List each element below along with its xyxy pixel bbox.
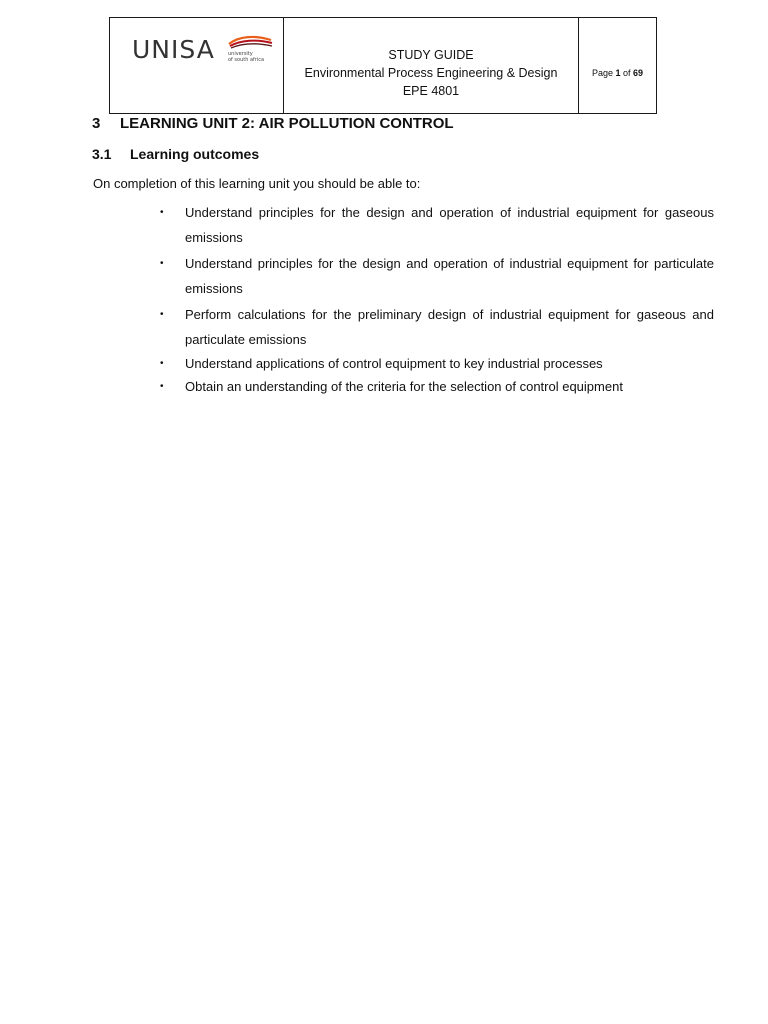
list-item <box>160 200 714 250</box>
learning-outcomes-list <box>160 200 714 398</box>
list-item-text: Perform calculations for the preliminary design of industrial equipment for gaseous and particulate emissions <box>185 307 714 347</box>
page-number-cell <box>579 18 656 113</box>
section-title: LEARNING UNIT 2: AIR POLLUTION CONTROL <box>120 115 454 132</box>
logo-tagline-line-2: of south africa <box>228 57 265 63</box>
section-number: 3 <box>92 115 101 132</box>
subsection-number: 3.1 <box>92 146 112 162</box>
doc-type: STUDY GUIDE <box>388 47 474 62</box>
page-of: of <box>623 67 631 78</box>
bullet-icon: • <box>160 207 164 218</box>
list-item <box>160 251 714 301</box>
list-item <box>160 302 714 352</box>
intro-paragraph: On completion of this learning unit you should be able to: <box>93 176 421 191</box>
list-item-text: Understand applications of control equipment to key industrial processes <box>185 356 603 371</box>
subsection-title: Learning outcomes <box>130 146 260 162</box>
unisa-logo-wordmark: UNISA <box>132 35 215 64</box>
list-item <box>160 353 714 375</box>
list-item-text: Understand principles for the design and operation of industrial equipment for particulate emissions <box>185 256 714 296</box>
subsection-heading <box>92 146 259 162</box>
course-name: Environmental Process Engineering & Design <box>304 65 558 80</box>
title-cell <box>284 18 579 113</box>
bullet-icon: • <box>160 358 164 369</box>
logo-tagline-line-1: university <box>228 51 253 57</box>
page-label: Page <box>591 67 613 78</box>
bullet-icon: • <box>160 258 164 269</box>
list-item-text: Understand principles for the design and operation of industrial equipment for gaseous emissions <box>185 205 714 245</box>
unisa-logo-swoosh-icon <box>227 35 273 49</box>
section-heading <box>92 115 454 132</box>
unisa-logo-tagline <box>228 51 264 63</box>
document-header <box>109 17 657 114</box>
bullet-icon: • <box>160 309 164 320</box>
list-item <box>160 376 714 398</box>
list-item-text: Obtain an understanding of the criteria for the selection of control equipment <box>185 379 623 394</box>
logo-cell <box>110 18 284 113</box>
course-code: EPE 4801 <box>402 83 460 98</box>
bullet-icon: • <box>160 381 164 392</box>
page-current: 1 <box>615 67 621 78</box>
page-total: 69 <box>633 67 644 78</box>
